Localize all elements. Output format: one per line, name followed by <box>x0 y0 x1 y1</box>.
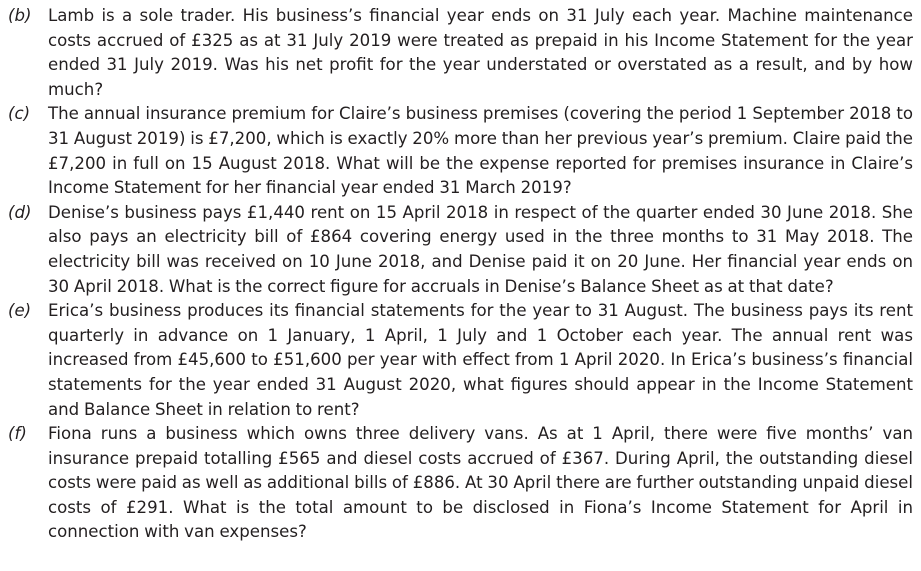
question-label: (e) <box>8 301 32 321</box>
question-label: (b) <box>8 6 32 25</box>
question-text: Fiona runs a business which owns three delivery vans. As at 1 April, there were five months’ van insurance prepaid totalling £565 and diesel costs accrued of £367. During April, the outstanding diesel costs were paid as well as additional bills of £886. At 30 April there are further outstanding unpaid diesel costs of £291. What is the total amount to be disclosed in Fiona’s Income Statement for April in connection with van expenses? <box>48 424 913 542</box>
question-label: (f) <box>8 424 27 444</box>
question-d <box>8 201 913 299</box>
question-f <box>8 422 913 545</box>
question-text: The annual insurance premium for Claire’s business premises (covering the period 1 September 2018 to 31 August 2019) is £7,200, which is exactly 20% more than her previous year’s premium. Claire paid the £7,200 in full on 15 August 2018. What will be the expense reported for premises insurance in Claire’s Income Statement for her financial year ended 31 March 2019? <box>48 104 913 198</box>
question-text: Denise’s business pays £1,440 rent on 15 April 2018 in respect of the quarter ended 30 June 2018. She also pays an electricity bill of £864 covering energy used in the three months to 31 May 2018. The electricity bill was received on 10 June 2018, and Denise paid it on 20 June. Her financial year ends on 30 April 2018. What is the correct figure for accruals in Denise’s Balance Sheet as at that date? <box>48 202 913 296</box>
question-text: Erica’s business produces its financial statements for the year to 31 August. The business pays its rent quarterly in advance on 1 January, 1 April, 1 July and 1 October each year. The annual rent was increased from £45,600 to £51,600 per year with effect from 1 April 2020. In Erica’s business’s financial statements for the year ended 31 August 2020, what figures should appear in the Income Statement and Balance Sheet in relation to rent? <box>48 301 913 419</box>
question-text: Lamb is a sole trader. His business’s financial year ends on 31 July each year. Machine maintenance costs accrued of £325 as at 31 July 2019 were treated as prepaid in his Income Statement for the year ended 31 July 2019. Was his net profit for the year understated or overstated as a result, and by how much? <box>48 6 913 99</box>
question-e <box>8 299 913 422</box>
question-label: (d) <box>8 202 32 222</box>
question-c <box>8 102 913 200</box>
question-b <box>8 4 913 102</box>
question-label: (c) <box>8 104 31 124</box>
